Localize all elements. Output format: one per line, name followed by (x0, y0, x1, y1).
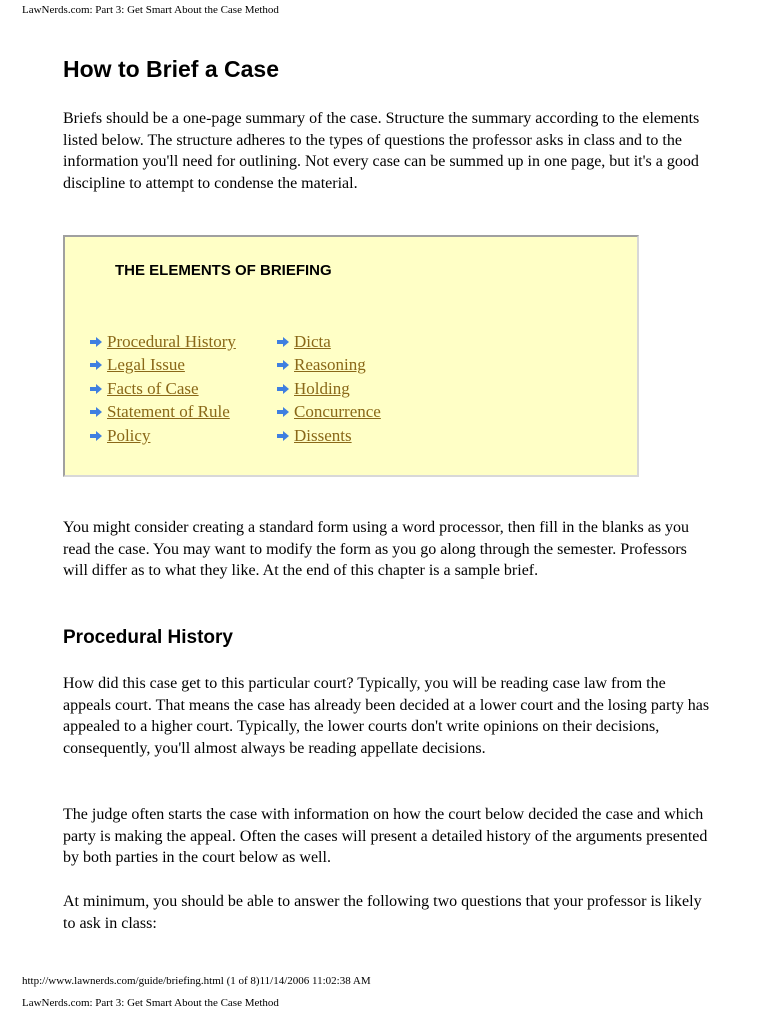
link-statement-of-rule[interactable]: Statement of Rule (107, 402, 230, 422)
link-concurrence[interactable]: Concurrence (294, 402, 381, 422)
element-item (89, 377, 236, 401)
right-arrow-icon (89, 336, 103, 348)
element-item (89, 424, 236, 448)
element-item (89, 330, 236, 354)
element-item (276, 377, 381, 401)
element-item (276, 401, 381, 425)
element-item (276, 330, 381, 354)
link-policy[interactable]: Policy (107, 425, 151, 445)
elements-column-2 (276, 330, 381, 448)
right-arrow-icon (89, 359, 103, 371)
right-arrow-icon (89, 430, 103, 442)
right-arrow-icon (276, 430, 290, 442)
procedural-history-paragraph: The judge often starts the case with information on how the court below decided the case and which party is making the appeal. Often the cases will present a detailed history of the arguments presented by both parties in the court below as well. (63, 806, 708, 866)
right-arrow-icon (276, 406, 290, 418)
element-item (276, 424, 381, 448)
element-item (89, 401, 236, 425)
elements-box-title: THE ELEMENTS OF BRIEFING (115, 262, 332, 279)
right-arrow-icon (89, 383, 103, 395)
elements-column-1 (89, 330, 236, 448)
link-facts-of-case[interactable]: Facts of Case (107, 378, 199, 398)
form-paragraph: You might consider creating a standard form using a word processor, then fill in the blanks as you read the case. You may want to modify the form as you go along through the semester. Professors will differ as to what they like. At the end of this chapter is a sample brief. (63, 519, 690, 579)
right-arrow-icon (89, 406, 103, 418)
right-arrow-icon (276, 359, 290, 371)
page-header: LawNerds.com: Part 3: Get Smart About the Case Method (22, 4, 279, 16)
elements-of-briefing-box (63, 235, 639, 477)
procedural-history-paragraph: At minimum, you should be able to answer the following two questions that your professor is likely to ask in class: (63, 893, 702, 932)
link-dissents[interactable]: Dissents (294, 425, 352, 445)
page-title: How to Brief a Case (63, 56, 279, 82)
element-item (276, 354, 381, 378)
link-holding[interactable]: Holding (294, 378, 350, 398)
footer-url: http://www.lawnerds.com/guide/briefing.html (1 of 8)11/14/2006 11:02:38 AM (22, 975, 371, 987)
right-arrow-icon (276, 336, 290, 348)
procedural-history-paragraph: How did this case get to this particular court? Typically, you will be reading case law from the appeals court. That means the case has already been decided at a lower court and the losing party has appealed to a higher court. Typically, the lower courts don't write opinions on their decisions, consequently, you'll almost always be reading appellate decisions. (63, 675, 710, 757)
section-heading-procedural-history: Procedural History (63, 627, 233, 648)
right-arrow-icon (276, 383, 290, 395)
link-procedural-history[interactable]: Procedural History (107, 331, 236, 351)
element-item (89, 354, 236, 378)
link-reasoning[interactable]: Reasoning (294, 355, 366, 375)
intro-paragraph: Briefs should be a one-page summary of the case. Structure the summary according to the elements listed below. The structure adheres to the types of questions the professor asks in class and to the information you'll need for outlining. Not every case can be summed up in one page, but it's a good discipline to attempt to condense the material. (63, 110, 700, 192)
footer-page-header: LawNerds.com: Part 3: Get Smart About the Case Method (22, 997, 279, 1009)
link-legal-issue[interactable]: Legal Issue (107, 355, 185, 375)
link-dicta[interactable]: Dicta (294, 331, 331, 351)
